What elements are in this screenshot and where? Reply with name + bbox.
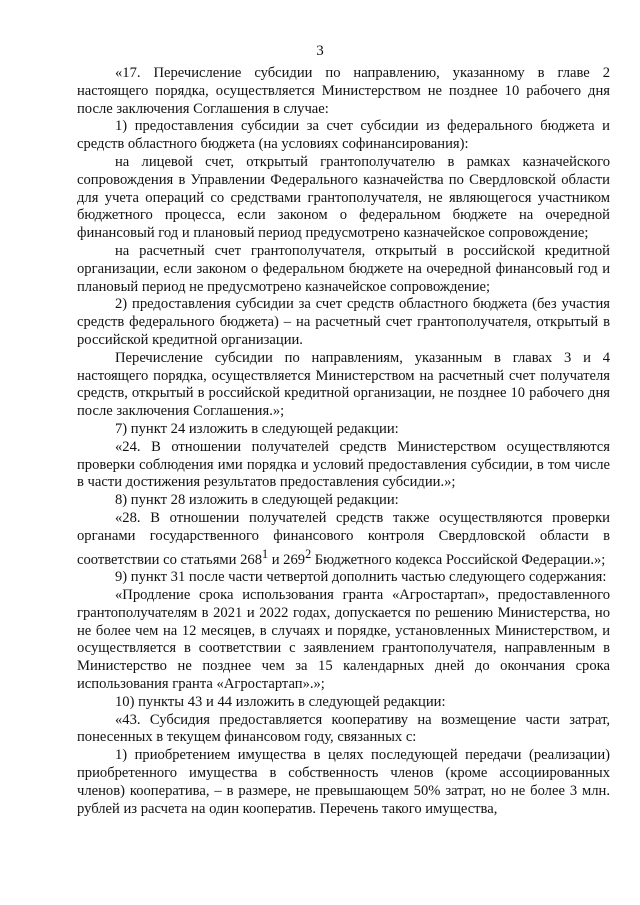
superscript-2: 2 [305, 546, 312, 561]
paragraph: Перечисление субсидии по направлениям, указанным в главах 3 и 4 настоящего порядка, осуществляется Министерством на расчетный счет получателя средств, открытый в российской кредитной организации, не позднее 10 рабочего дня после заключения Соглашения.»; [77, 349, 610, 420]
paragraph: «17. Перечисление субсидии по направлению, указанному в главе 2 настоящего порядка, осуществляется Министерством не позднее 10 рабочего дня после заключения Соглашения в случае: [77, 65, 610, 117]
paragraph: 10) пункты 43 и 44 изложить в следующей редакции: [115, 693, 446, 710]
paragraph: «43. Субсидия предоставляется кооперативу на возмещение части затрат, понесенных в текущем финансовом году, связанных с: [77, 711, 610, 746]
p28-text-after: Бюджетного кодекса Российской Федерации.»; [311, 551, 606, 568]
paragraph: «24. В отношении получателей средств Министерством осуществляются проверки соблюдения ими порядка и условий предоставления субсидии, в том числе в части достижения результатов предоставления субсидии.»; [77, 438, 610, 491]
p28-text-middle: и 269 [268, 551, 306, 568]
paragraph: на лицевой счет, открытый грантополучателю в рамках казначейского сопровождения в Управлении Федерального казначейства по Свердловской области для учета операций со средствами грантополучателя, не являющегося участником бюджетного процесса, если законом о федеральном бюджете на очередной финансовый год и плановый период предусмотрено казначейское сопровождение; [77, 153, 610, 242]
paragraph: 7) пункт 24 изложить в следующей редакции: [115, 420, 399, 437]
paragraph: на расчетный счет грантополучателя, открытый в российской кредитной организации, если законом о федеральном бюджете на очередной финансовый год и плановый период не предусмотрено казначейское сопровождение; [77, 242, 610, 295]
paragraph: 2) предоставления субсидии за счет средств областного бюджета (без участия средств федерального бюджета) – на расчетный счет грантополучателя, открытый в российской кредитной организации. [77, 296, 610, 348]
paragraph-p28 [77, 510, 610, 569]
document-body [77, 65, 610, 818]
page-number: 3 [316, 43, 324, 59]
paragraph: 1) приобретением имущества в целях последующей передачи (реализации) приобретенного имущества в собственность членов (кроме ассоциированных членов) кооператива, – в размере, не превышающем 50% затрат, но не более 3 млн. рублей из расчета на один кооператив. Перечень такого имущества, [77, 747, 610, 817]
paragraph: «Продление срока использования гранта «Агростартап», предоставленного грантополучателям в 2021 и 2022 годах, допускается по решению Министерства, но не более чем на 12 месяцев, в случаях и порядке, установленных Министерством, и осуществляется в соответствии с заявлением грантополучателя, направленным в Министерство не позднее чем за 15 календарных дней до окончания срока использования гранта «Агростартап».»; [77, 586, 610, 692]
paragraph: 1) предоставления субсидии за счет субсидии из федерального бюджета и средств областного бюджета (на условиях софинансирования): [77, 118, 610, 153]
paragraph: 8) пункт 28 изложить в следующей редакции: [115, 492, 399, 509]
p28-text-before: «28. В отношении получателей средств также осуществляются проверки органами государственного финансового контроля Свердловской области в соответствии со статьями 268 [77, 509, 610, 568]
paragraph: 9) пункт 31 после части четвертой дополнить частью следующего содержания: [115, 569, 607, 586]
superscript-1: 1 [262, 546, 269, 561]
